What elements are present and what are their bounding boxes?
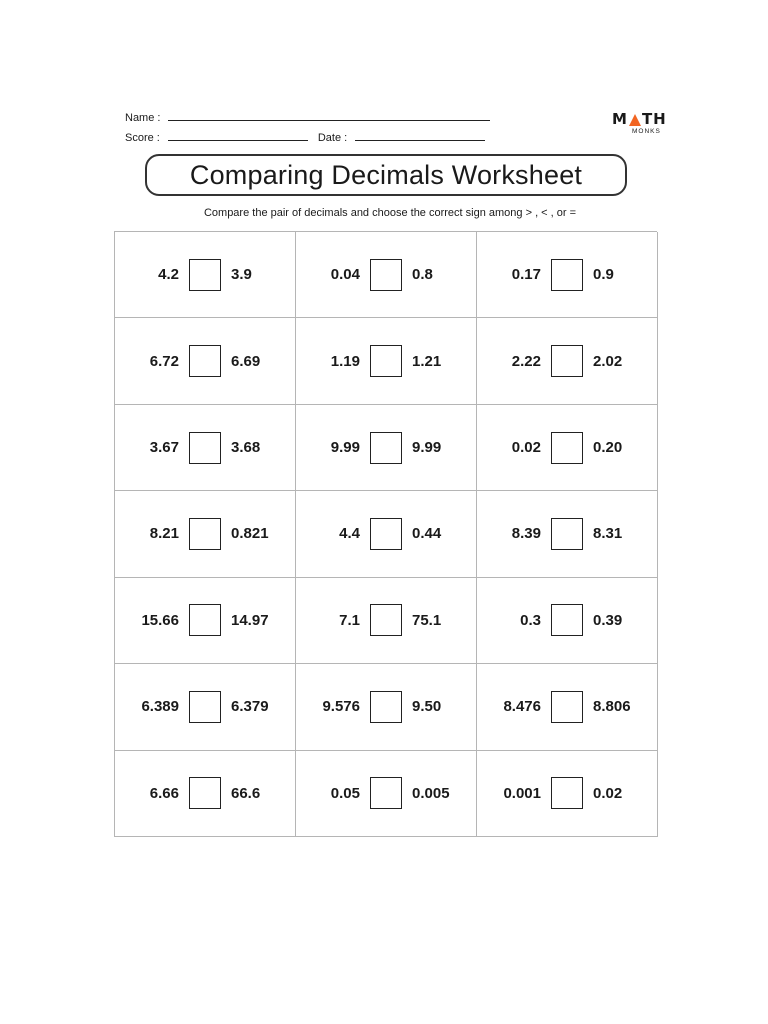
name-row xyxy=(125,104,505,124)
right-decimal: 8.31 xyxy=(593,525,623,543)
left-decimal: 0.04 xyxy=(330,266,360,284)
problem-cell xyxy=(477,491,658,577)
score-label: Score : xyxy=(125,132,160,144)
left-decimal: 0.3 xyxy=(520,611,541,629)
problem-cell xyxy=(296,491,477,577)
problem-cell xyxy=(477,578,658,664)
left-decimal: 4.2 xyxy=(158,266,179,284)
answer-box[interactable] xyxy=(189,432,221,464)
answer-box[interactable] xyxy=(370,604,402,636)
answer-box[interactable] xyxy=(551,691,583,723)
problem-cell xyxy=(115,232,296,318)
left-decimal: 8.476 xyxy=(503,698,541,716)
right-decimal: 9.50 xyxy=(412,698,442,716)
right-decimal: 1.21 xyxy=(412,352,442,370)
problem-cell xyxy=(477,664,658,750)
answer-box[interactable] xyxy=(551,259,583,291)
worksheet-title: Comparing Decimals Worksheet xyxy=(145,154,627,196)
answer-box[interactable] xyxy=(551,345,583,377)
left-decimal: 6.389 xyxy=(141,698,179,716)
right-decimal: 8.806 xyxy=(593,698,631,716)
problem-cell xyxy=(477,318,658,404)
left-decimal: 9.576 xyxy=(322,698,360,716)
answer-box[interactable] xyxy=(551,604,583,636)
instructions: Compare the pair of decimals and choose the correct sign among > , < , or = xyxy=(203,207,577,219)
left-decimal: 15.66 xyxy=(141,611,179,629)
left-decimal: 2.22 xyxy=(511,352,541,370)
right-decimal: 0.9 xyxy=(593,266,614,284)
answer-box[interactable] xyxy=(189,691,221,723)
problem-cell xyxy=(477,232,658,318)
left-decimal: 4.4 xyxy=(339,525,360,543)
problem-cell xyxy=(296,578,477,664)
logo-subtext: MONKS xyxy=(632,128,661,135)
right-decimal: 3.68 xyxy=(231,439,261,457)
name-field[interactable] xyxy=(168,119,490,121)
date-field[interactable] xyxy=(355,139,485,141)
answer-box[interactable] xyxy=(551,432,583,464)
right-decimal: 6.69 xyxy=(231,352,261,370)
answer-box[interactable] xyxy=(370,432,402,464)
right-decimal: 0.821 xyxy=(231,525,269,543)
answer-box[interactable] xyxy=(189,777,221,809)
answer-box[interactable] xyxy=(370,691,402,723)
answer-box[interactable] xyxy=(370,777,402,809)
problem-cell xyxy=(296,405,477,491)
score-field[interactable] xyxy=(168,139,308,141)
problem-cell xyxy=(115,578,296,664)
right-decimal: 66.6 xyxy=(231,784,261,802)
problem-cell xyxy=(477,405,658,491)
left-decimal: 0.02 xyxy=(511,439,541,457)
problem-cell xyxy=(477,751,658,837)
left-decimal: 9.99 xyxy=(330,439,360,457)
answer-box[interactable] xyxy=(189,259,221,291)
left-decimal: 3.67 xyxy=(149,439,179,457)
problem-cell xyxy=(115,491,296,577)
answer-box[interactable] xyxy=(370,518,402,550)
logo-wordmark xyxy=(612,112,672,127)
answer-box[interactable] xyxy=(370,345,402,377)
answer-box[interactable] xyxy=(551,777,583,809)
problem-cell xyxy=(115,751,296,837)
left-decimal: 1.19 xyxy=(330,352,360,370)
left-decimal: 8.21 xyxy=(149,525,179,543)
date-label: Date : xyxy=(317,132,348,144)
left-decimal: 0.001 xyxy=(503,784,541,802)
problem-cell xyxy=(296,318,477,404)
left-decimal: 8.39 xyxy=(511,525,541,543)
left-decimal: 6.66 xyxy=(149,784,179,802)
right-decimal: 75.1 xyxy=(412,611,442,629)
problem-grid xyxy=(114,231,657,837)
right-decimal: 2.02 xyxy=(593,352,623,370)
student-info-fields xyxy=(125,104,505,144)
logo-text-left: M xyxy=(612,110,628,128)
problem-cell xyxy=(115,405,296,491)
right-decimal: 3.9 xyxy=(231,266,252,284)
problem-cell xyxy=(296,751,477,837)
score-date-row xyxy=(125,124,505,144)
right-decimal: 6.379 xyxy=(231,698,269,716)
problem-cell xyxy=(296,664,477,750)
problem-cell xyxy=(296,232,477,318)
right-decimal: 14.97 xyxy=(231,611,269,629)
right-decimal: 9.99 xyxy=(412,439,442,457)
math-monks-logo xyxy=(612,112,672,135)
left-decimal: 0.05 xyxy=(330,784,360,802)
logo-text-right: TH xyxy=(641,110,667,128)
answer-box[interactable] xyxy=(189,345,221,377)
problem-cell xyxy=(115,318,296,404)
left-decimal: 0.17 xyxy=(511,266,541,284)
right-decimal: 0.20 xyxy=(593,439,623,457)
answer-box[interactable] xyxy=(189,518,221,550)
right-decimal: 0.44 xyxy=(412,525,442,543)
left-decimal: 7.1 xyxy=(339,611,360,629)
left-decimal: 6.72 xyxy=(149,352,179,370)
answer-box[interactable] xyxy=(551,518,583,550)
name-label: Name : xyxy=(125,112,161,124)
right-decimal: 0.39 xyxy=(593,611,623,629)
right-decimal: 0.005 xyxy=(412,784,450,802)
logo-triangle-icon xyxy=(629,114,641,126)
problem-cell xyxy=(115,664,296,750)
answer-box[interactable] xyxy=(189,604,221,636)
right-decimal: 0.02 xyxy=(593,784,623,802)
right-decimal: 0.8 xyxy=(412,266,433,284)
answer-box[interactable] xyxy=(370,259,402,291)
